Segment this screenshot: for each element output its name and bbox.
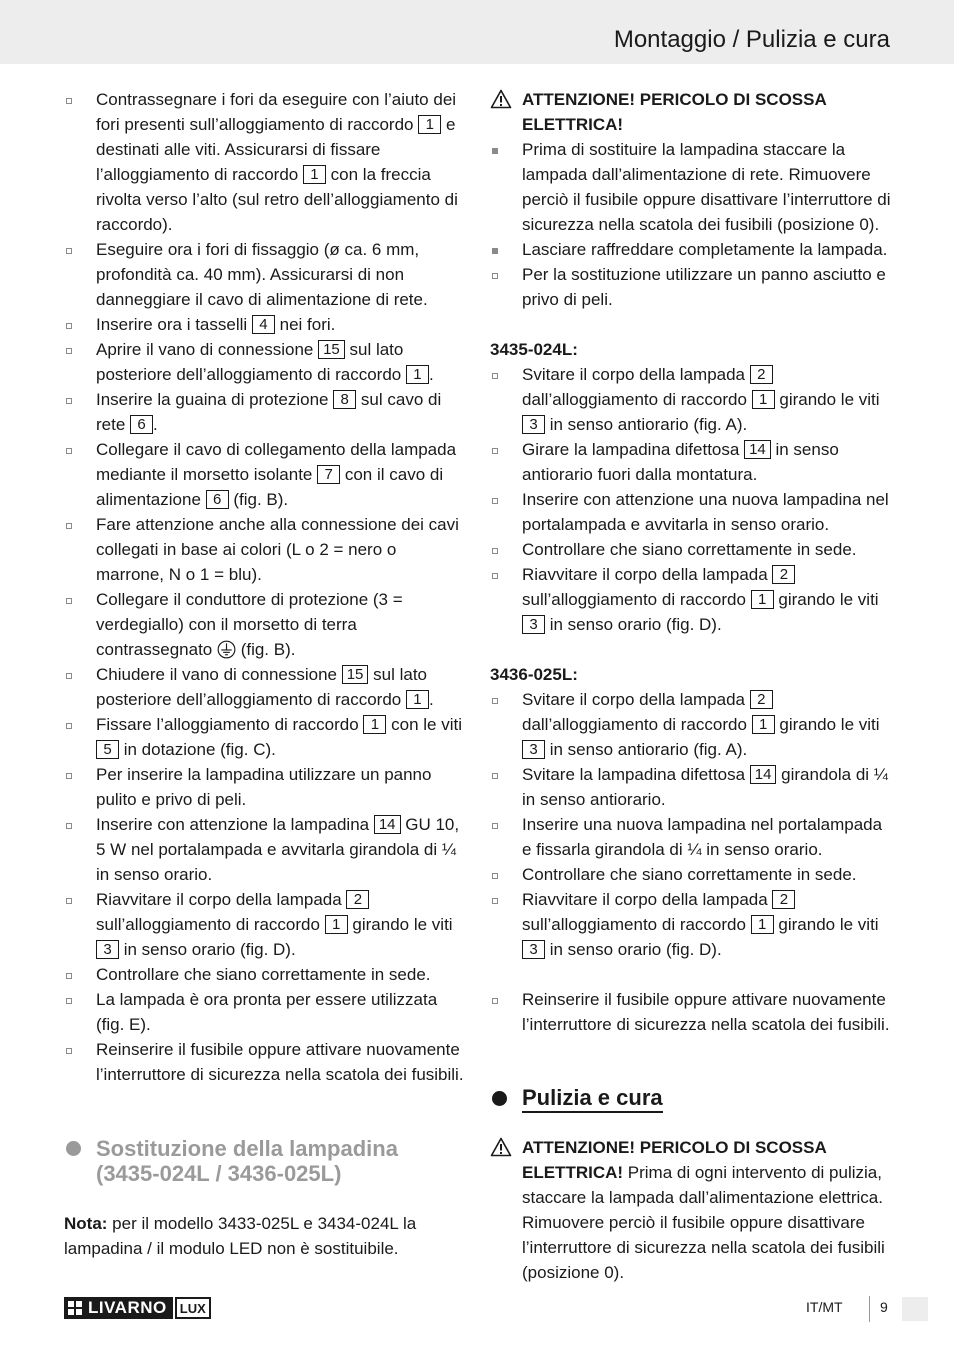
item-text: Per la sostituzione utilizzare un panno asciutto e privo di peli. [522, 265, 886, 309]
item-text: Per inserire la lampadina utilizzare un panno pulito e privo di peli. [96, 765, 432, 809]
item-text: Inserire ora i tasselli [96, 315, 252, 334]
note-paragraph [64, 1211, 466, 1261]
part-number-ref: 2 [346, 890, 369, 909]
brand-logo [64, 1297, 211, 1319]
item-text: Reinserire il fusibile oppure attivare nuovamente l’interruttore di sicurezza nella scatola dei fusibili. [522, 990, 890, 1034]
item-text: Riavvitare il corpo della lampada [522, 890, 773, 909]
part-number-ref: 4 [252, 315, 275, 334]
item-text: Controllare che siano correttamente in sede. [522, 540, 857, 559]
item-text: Contrassegnare i fori da eseguire con l’aiuto dei fori presenti sull’alloggiamento di raccordo [96, 90, 457, 134]
item-text: girando le viti [773, 915, 879, 934]
part-number-ref: 14 [750, 765, 777, 784]
item-text: in senso antiorario (fig. A). [545, 415, 748, 434]
item-text: sull’alloggiamento di raccordo [96, 915, 325, 934]
list-item [64, 512, 466, 587]
item-text: girandola di ¼ in senso antiorario. [522, 765, 888, 809]
part-number-ref: 3 [522, 615, 545, 634]
list-item [490, 362, 892, 437]
part-number-ref: 2 [750, 365, 773, 384]
bullet-square-icon [66, 898, 72, 904]
part-number-ref: 3 [522, 740, 545, 759]
final-step-list [490, 987, 892, 1037]
warning-cleaning [490, 1135, 892, 1285]
bullet-square-icon [66, 723, 72, 729]
item-text: La lampada è ora pronta per essere utilizzata (fig. E). [96, 990, 438, 1034]
list-item [490, 487, 892, 537]
part-number-ref: 6 [206, 490, 229, 509]
item-text: Aprire il vano di connessione [96, 340, 319, 359]
part-number-ref: 2 [772, 890, 795, 909]
bullet-square-icon [66, 523, 72, 529]
item-text: Fare attenzione anche alla connessione dei cavi collegati in base ai colori (L o 2 = nero o marrone, N o 1 = blu). [96, 515, 459, 584]
section-heading-cleaning [490, 1085, 892, 1111]
bullet-square-icon [66, 998, 72, 1004]
language-code: IT/MT [806, 1299, 843, 1315]
bullet-square-icon [492, 773, 498, 779]
bullet-square-icon [66, 823, 72, 829]
item-text: Svitare il corpo della lampada [522, 690, 750, 709]
list-item [64, 987, 466, 1037]
list-item [64, 662, 466, 712]
item-text: dall’alloggiamento di raccordo [522, 715, 752, 734]
item-text: Controllare che siano correttamente in sede. [522, 865, 857, 884]
bullet-square-icon [492, 823, 498, 829]
item-text: girando le viti [774, 715, 880, 734]
item-text: Chiudere il vano di connessione [96, 665, 342, 684]
item-text: Inserire con attenzione una nuova lampadina nel portalampada e avvitarla in senso orario. [522, 490, 889, 534]
page-number: 9 [880, 1299, 888, 1315]
part-number-ref: 1 [406, 365, 429, 384]
item-text: GU 10, 5 W nel portalampada e avvitarla girandola di ¼ in senso orario. [96, 815, 460, 884]
bullet-square-icon [492, 573, 498, 579]
item-text: Collegare il cavo di collegamento della lampada mediante il morsetto isolante [96, 440, 457, 484]
item-text: in senso orario (fig. D). [545, 615, 722, 634]
bullet-square-icon [492, 548, 498, 554]
list-item [64, 762, 466, 812]
bullet-square-icon [492, 448, 498, 454]
list-item [64, 587, 466, 662]
logo-grid-icon [68, 1301, 82, 1315]
item-text: Reinserire il fusibile oppure attivare nuovamente l’interruttore di sicurezza nella scatola dei fusibili. [96, 1040, 464, 1084]
part-number-ref: 1 [363, 715, 386, 734]
item-text: girando le viti [774, 390, 880, 409]
list-item [490, 812, 892, 862]
item-text: sull’alloggiamento di raccordo [522, 590, 751, 609]
logo-text: LIVARNO [88, 1298, 167, 1317]
item-text: con il cavo di alimentazione [96, 465, 444, 509]
bullet-square-icon [66, 773, 72, 779]
part-number-ref: 1 [751, 915, 774, 934]
item-text: sul lato posteriore dell’alloggiamento di raccordo [96, 340, 406, 384]
item-text: nei fori. [274, 315, 336, 334]
bullet-square-icon [492, 873, 498, 879]
part-number-ref: 2 [772, 565, 795, 584]
bullet-square-icon [66, 348, 72, 354]
part-number-ref: 1 [406, 690, 429, 709]
item-text: Controllare che siano correttamente in sede. [96, 965, 431, 984]
list-item [64, 87, 466, 237]
part-number-ref: 14 [374, 815, 401, 834]
list-item [64, 387, 466, 437]
list-item [64, 712, 466, 762]
item-text: Eseguire ora i fori di fissaggio (ø ca. 6 mm, profondità ca. 40 mm). Assicurarsi di non danneggiare il cavo di alimentazione di rete. [96, 240, 428, 309]
bullet-square-icon [66, 398, 72, 404]
item-text: Inserire la guaina di protezione [96, 390, 334, 409]
item-text: e destinati alle viti. Assicurarsi di fissare l’alloggiamento di raccordo [96, 115, 456, 184]
item-text: in senso orario (fig. D). [119, 940, 296, 959]
item-text: in senso antiorario (fig. A). [545, 740, 748, 759]
list-item [490, 237, 892, 262]
model-heading-3436: 3436-025L: [490, 665, 578, 684]
bullet-square-icon [492, 498, 498, 504]
model-heading-3435: 3435-024L: [490, 340, 578, 359]
part-number-ref: 1 [752, 390, 775, 409]
bullet-square-icon [66, 323, 72, 329]
warning-triangle-icon [490, 89, 512, 109]
part-number-ref: 1 [325, 915, 348, 934]
list-item [64, 312, 466, 337]
list-item [490, 862, 892, 887]
right-column [490, 87, 892, 1285]
model-3436-steps-list [490, 687, 892, 962]
item-text: Inserire con attenzione la lampadina [96, 815, 374, 834]
part-number-ref: 15 [318, 340, 345, 359]
list-item [64, 887, 466, 962]
bullet-square-icon [66, 673, 72, 679]
item-text: Collegare il conduttore di protezione (3 = verdegiallo) con il morsetto di terra contrassegnato [96, 590, 403, 659]
item-text: in senso antiorario fuori dalla montatura. [522, 440, 839, 484]
left-column [64, 87, 466, 1261]
section-bullet-icon [66, 1141, 81, 1156]
item-text: in senso orario (fig. D). [545, 940, 722, 959]
list-item [490, 887, 892, 962]
assembly-steps-list [64, 87, 466, 1087]
list-item [64, 1037, 466, 1087]
item-text: dall’alloggiamento di raccordo [522, 390, 752, 409]
item-text: sul cavo di rete [96, 390, 442, 434]
item-text: sull’alloggiamento di raccordo [522, 915, 751, 934]
item-text: Svitare la lampadina difettosa [522, 765, 750, 784]
bullet-square-icon [492, 273, 498, 279]
bullet-square-icon [66, 598, 72, 604]
bullet-square-icon [492, 248, 498, 254]
item-text: con le viti [386, 715, 462, 734]
list-item [490, 262, 892, 312]
list-item [490, 987, 892, 1037]
bullet-square-icon [66, 973, 72, 979]
item-text: Fissare l’alloggiamento di raccordo [96, 715, 364, 734]
item-text: Prima di sostituire la lampadina staccare la lampada dall’alimentazione di rete. Rimuovere perciò il fusibile oppure disattivare l’interruttore di sicurezza nella scatola dei fusibili (posizione 0). [522, 140, 891, 234]
item-text: (fig. B). [235, 640, 296, 659]
list-item [490, 137, 892, 237]
bullet-square-icon [66, 98, 72, 104]
list-item [64, 962, 466, 987]
warning-body: Prima di ogni intervento di pulizia, staccare la lampada dall’alimentazione elettrica. Rimuovere perciò il fusibile oppure disattivare l’interruttore di sicurezza nella scatola dei fusibili (posizione 0). [522, 1163, 885, 1282]
bullet-square-icon [66, 248, 72, 254]
bullet-square-icon [492, 373, 498, 379]
note-label: Nota: [64, 1214, 108, 1233]
part-number-ref: 3 [96, 940, 119, 959]
list-item [64, 812, 466, 887]
list-item [490, 537, 892, 562]
item-text: sul lato posteriore dell’alloggiamento di raccordo [96, 665, 427, 709]
page-title: Montaggio / Pulizia e cura [613, 26, 890, 53]
part-number-ref: 5 [96, 740, 119, 759]
item-text: Girare la lampadina difettosa [522, 440, 745, 459]
warning-text: ATTENZIONE! PERICOLO DI SCOSSA ELETTRICA! [522, 1138, 827, 1182]
warning-electric-shock [490, 87, 892, 137]
part-number-ref: 14 [744, 440, 771, 459]
item-text: . [153, 415, 158, 434]
warning-text: ATTENZIONE! PERICOLO DI SCOSSA ELETTRICA! [522, 90, 827, 134]
bullet-square-icon [66, 448, 72, 454]
logo-main [64, 1297, 173, 1319]
list-item [64, 437, 466, 512]
section-heading-text: Pulizia e cura [522, 1085, 663, 1113]
part-number-ref: 1 [303, 165, 326, 184]
list-item [490, 762, 892, 812]
item-text: girando le viti [347, 915, 453, 934]
part-number-ref: 7 [317, 465, 340, 484]
item-text: con la freccia rivolta verso l’alto (sul retro dell’alloggiamento di raccordo). [96, 165, 458, 234]
part-number-ref: 3 [522, 940, 545, 959]
part-number-ref: 1 [752, 715, 775, 734]
item-text: . [428, 690, 434, 709]
section-bullet-icon [492, 1091, 507, 1106]
note-text: per il modello 3433-025L e 3434-024L la lampadina / il modulo LED non è sostituibile. [64, 1214, 417, 1258]
item-text: Lasciare raffreddare completamente la lampada. [522, 240, 888, 259]
ground-symbol-icon [217, 640, 236, 659]
bullet-square-icon [492, 698, 498, 704]
item-text: Riavvitare il corpo della lampada [96, 890, 347, 909]
footer-divider [869, 1296, 870, 1322]
part-number-ref: 15 [342, 665, 369, 684]
section-heading-text: Sostituzione della lampadina (3435-024L / 3436-025L) [96, 1136, 398, 1186]
bullet-square-icon [66, 1048, 72, 1054]
part-number-ref: 3 [522, 415, 545, 434]
list-item [64, 237, 466, 312]
warning-triangle-icon [490, 1137, 512, 1157]
item-text: (fig. B). [228, 490, 289, 509]
bullet-square-icon [492, 148, 498, 154]
section-heading-lamp-replacement [64, 1136, 466, 1186]
part-number-ref: 1 [751, 590, 774, 609]
part-number-ref: 2 [750, 690, 773, 709]
page-tab-marker [902, 1297, 928, 1321]
bullet-square-icon [492, 998, 498, 1004]
list-item [490, 437, 892, 487]
list-item [490, 562, 892, 637]
list-item [490, 687, 892, 762]
model-3435-steps-list [490, 362, 892, 637]
item-text: Svitare il corpo della lampada [522, 365, 750, 384]
item-text: girando le viti [773, 590, 879, 609]
bullet-square-icon [492, 898, 498, 904]
item-text: in dotazione (fig. C). [119, 740, 276, 759]
part-number-ref: 6 [130, 415, 153, 434]
list-item [64, 337, 466, 387]
warning-steps-list [490, 137, 892, 312]
item-text: Riavvitare il corpo della lampada [522, 565, 773, 584]
item-text: Inserire una nuova lampadina nel portalampada e fissarla girandola di ¼ in senso orario. [522, 815, 883, 859]
logo-sub: LUX [175, 1297, 211, 1319]
part-number-ref: 8 [333, 390, 356, 409]
item-text: . [428, 365, 434, 384]
part-number-ref: 1 [418, 115, 441, 134]
page-header [0, 0, 954, 64]
